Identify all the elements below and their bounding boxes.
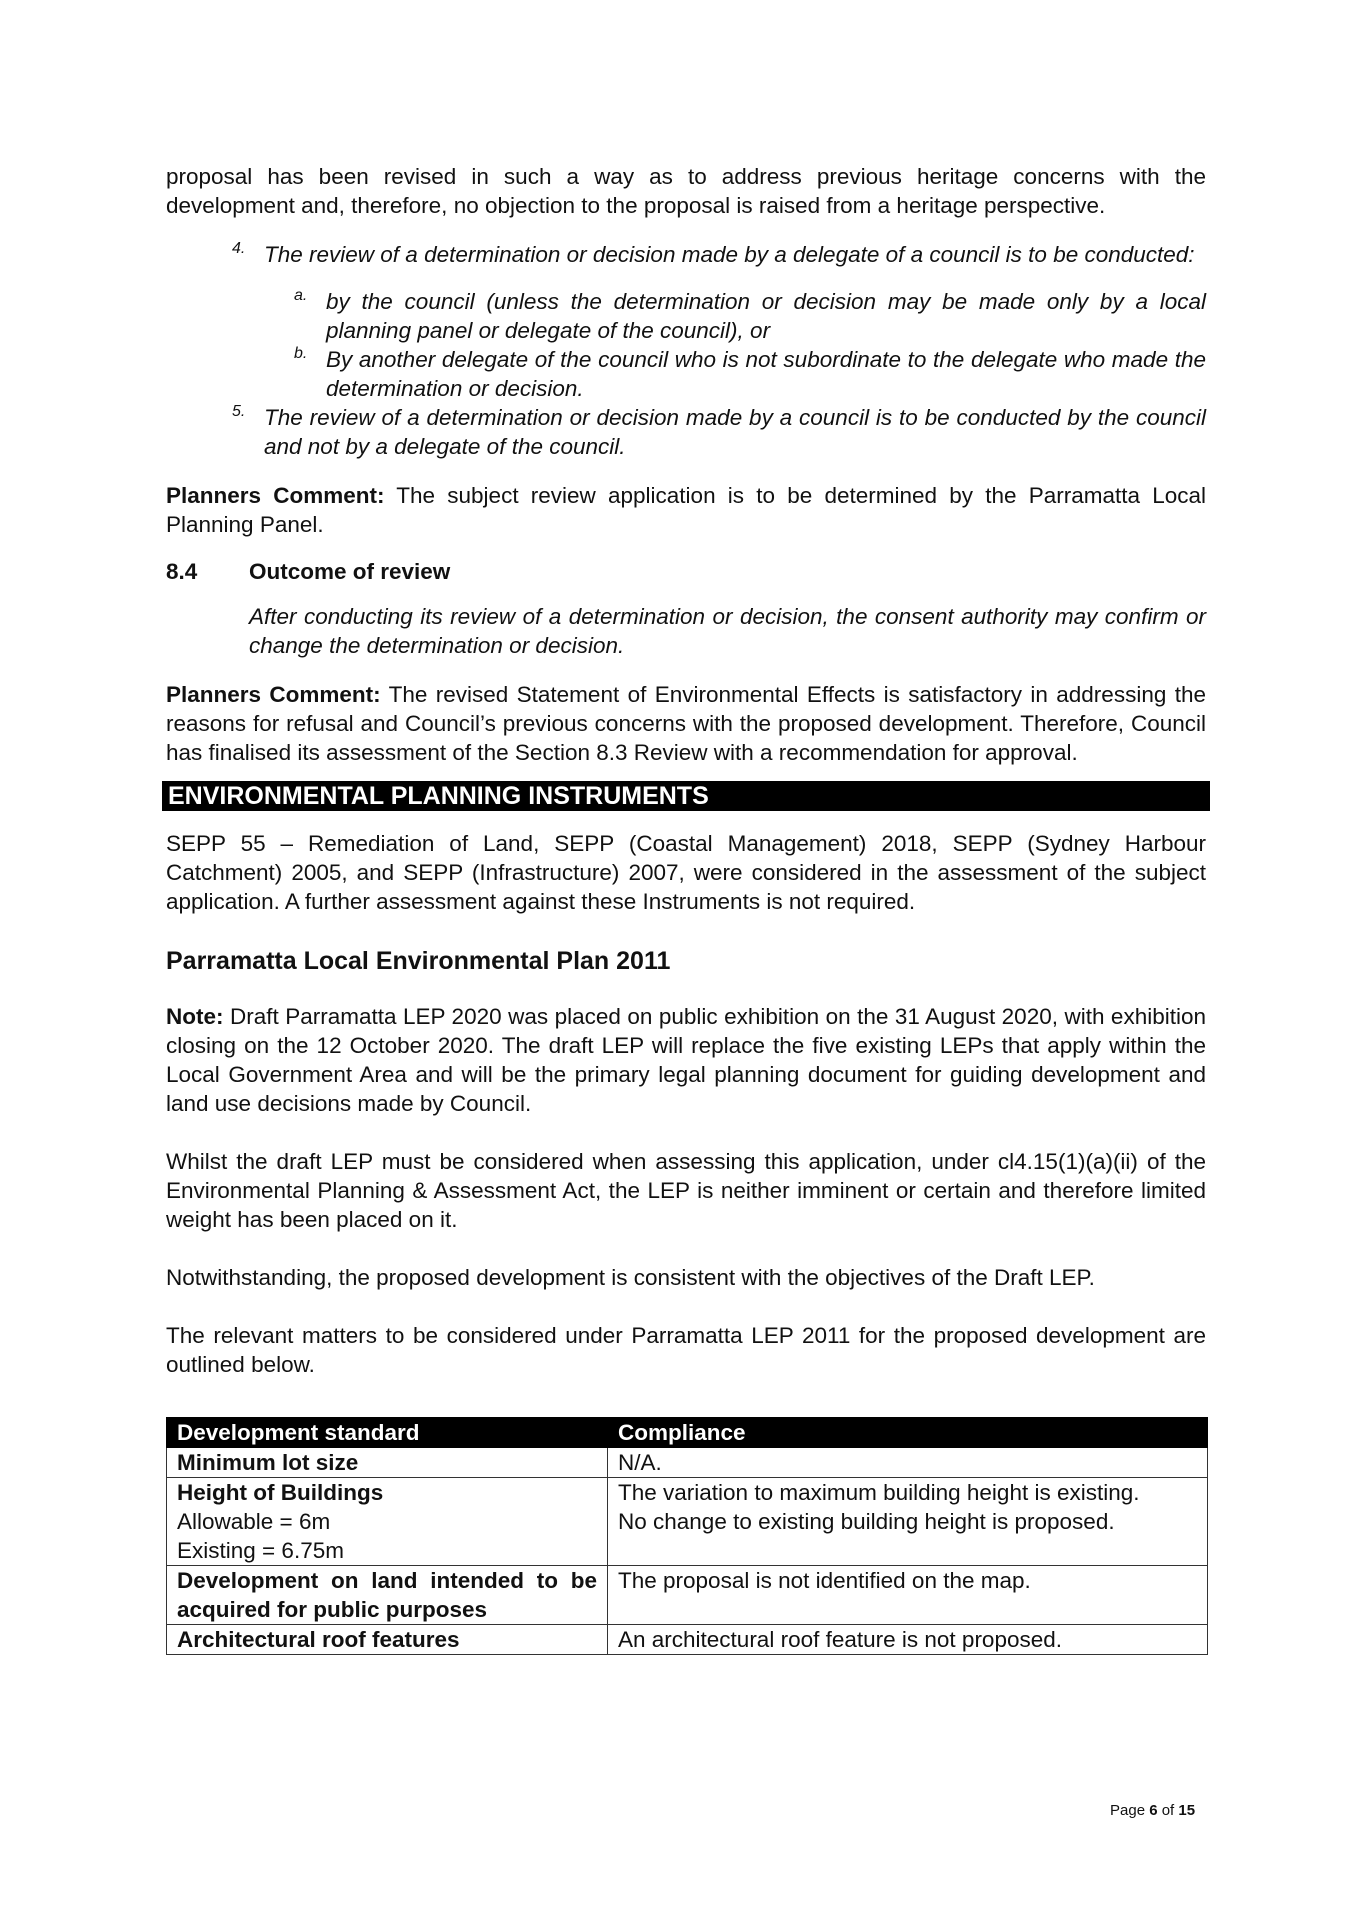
table-row — [167, 1625, 1208, 1655]
compliance-text: The proposal is not identified on the map. — [618, 1568, 1031, 1593]
list-text: by the council (unless the determination or decision may be made only by a local planning panel or delegate of the council), or — [326, 289, 1206, 343]
list-number: b. — [294, 345, 308, 362]
table-row — [167, 1448, 1208, 1478]
planners-comment-2 — [166, 680, 1206, 767]
section-title: Outcome of review — [249, 559, 451, 584]
table-row — [167, 1478, 1208, 1566]
standard-name: Height of Buildings — [177, 1480, 384, 1505]
list-item-4 — [232, 240, 1206, 269]
standard-detail: Existing = 6.75m — [177, 1538, 344, 1563]
list-subitem-a — [294, 287, 1206, 345]
compliance-text: N/A. — [618, 1450, 662, 1475]
compliance-cell — [608, 1625, 1208, 1655]
table-header-cell: Compliance — [608, 1418, 1208, 1448]
compliance-cell — [608, 1478, 1208, 1566]
table-header-row — [167, 1418, 1208, 1448]
relevant-matters-paragraph: The relevant matters to be considered under Parramatta LEP 2011 for the proposed development are outlined below. — [166, 1323, 1206, 1377]
review-list — [232, 240, 1206, 461]
page-number: 6 — [1149, 1802, 1158, 1819]
page-footer — [1110, 1802, 1195, 1819]
comment-label: Planners Comment: — [166, 682, 381, 707]
list-subitem-b — [294, 345, 1206, 403]
standard-cell — [167, 1566, 608, 1625]
list-number: a. — [294, 287, 308, 304]
standard-cell — [167, 1478, 608, 1566]
list-text: The review of a determination or decision made by a council is to be conducted by the council and not by a delegate of the council. — [264, 405, 1206, 459]
footer-of: of — [1157, 1802, 1179, 1819]
note-label: Note: — [166, 1004, 224, 1029]
list-number: 5. — [232, 403, 246, 420]
development-standards-table — [166, 1417, 1208, 1655]
comment-text: The subject review application is to be determined by the Parramatta Local Planning Panel. — [166, 483, 1206, 537]
section-banner: ENVIRONMENTAL PLANNING INSTRUMENTS — [162, 781, 1210, 811]
standard-detail: Allowable = 6m — [177, 1509, 331, 1534]
section-number: 8.4 — [166, 559, 198, 584]
list-text: By another delegate of the council who is not subordinate to the delegate who made the determination or decision. — [326, 347, 1206, 401]
section-heading-8-4 — [166, 557, 1206, 586]
document-page — [166, 162, 1206, 1655]
lep-heading: Parramatta Local Environmental Plan 2011 — [166, 947, 671, 975]
list-item-5 — [232, 403, 1206, 461]
list-number: 4. — [232, 240, 246, 257]
standard-name: Architectural roof features — [177, 1627, 460, 1652]
whilst-paragraph: Whilst the draft LEP must be considered when assessing this application, under cl4.15(1)(a)(ii) of the Environmental Planning & Assessment Act, the LEP is neither imminent or certain and therefore limited weight has been placed on it. — [166, 1149, 1206, 1232]
notwithstanding-paragraph: Notwithstanding, the proposed development is consistent with the objectives of the Draft LEP. — [166, 1265, 1095, 1290]
section-quote: After conducting its review of a determination or decision, the consent authority may confirm or change the determination or decision. — [249, 604, 1206, 658]
standard-name: Minimum lot size — [177, 1450, 359, 1475]
compliance-cell — [608, 1566, 1208, 1625]
standard-name: Development on land intended to be acquired for public purposes — [177, 1568, 597, 1622]
intro-paragraph: proposal has been revised in such a way as to address previous heritage concerns with the development and, therefore, no objection to the proposal is raised from a heritage perspective. — [166, 164, 1206, 218]
table-header-cell: Development standard — [167, 1418, 608, 1448]
note-paragraph — [166, 1002, 1206, 1118]
list-text: The review of a determination or decision made by a delegate of a council is to be conducted: — [264, 242, 1195, 267]
note-text: Draft Parramatta LEP 2020 was placed on public exhibition on the 31 August 2020, with exhibition closing on the 12 October 2020. The draft LEP will replace the five existing LEPs that apply within the Local Government Area and will be the primary legal planning document for guiding development and land use decisions made by Council. — [166, 1004, 1206, 1116]
table-row — [167, 1566, 1208, 1625]
comment-label: Planners Comment: — [166, 483, 385, 508]
compliance-text: An architectural roof feature is not proposed. — [618, 1627, 1063, 1652]
footer-prefix: Page — [1110, 1802, 1150, 1819]
page-total: 15 — [1178, 1802, 1196, 1819]
compliance-text: The variation to maximum building height is existing. — [618, 1480, 1140, 1505]
comment-text: The revised Statement of Environmental Effects is satisfactory in addressing the reasons for refusal and Council’s previous concerns with the proposed development. Therefore, Council has finalised its assessment of the Section 8.3 Review with a recommendation for approval. — [166, 682, 1206, 765]
sepp-paragraph: SEPP 55 – Remediation of Land, SEPP (Coastal Management) 2018, SEPP (Sydney Harbour Catchment) 2005, and SEPP (Infrastructure) 2007, were considered in the assessment of the subject application. A further assessment against these Instruments is not required. — [166, 831, 1206, 914]
compliance-cell — [608, 1448, 1208, 1478]
compliance-text: No change to existing building height is proposed. — [618, 1509, 1115, 1534]
planners-comment-1 — [166, 481, 1206, 539]
standard-cell — [167, 1625, 608, 1655]
standard-cell — [167, 1448, 608, 1478]
